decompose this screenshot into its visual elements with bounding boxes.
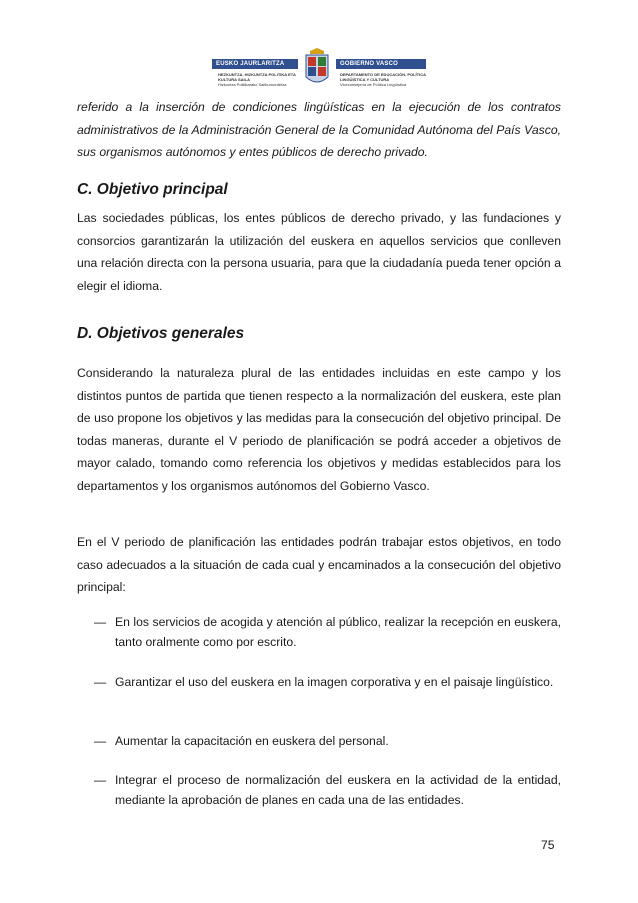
section-d-paragraph-1: Considerando la naturaleza plural de las entidades incluidas en este campo y los distintos puntos de partida que tienen respecto a la normalización del euskera, este plan de uso propone los objetivos y las medidas para la consecución del objetivo principal. De todas maneras, durante el V periodo de planificación se podrá acceder a objetivos de mayor calado, tomando como referencia los objetivos y medidas establecidos para los departamentos y los organismos autónomos del Gobierno Vasco. (77, 366, 561, 493)
section-d-body2-block (77, 531, 561, 599)
intro-paragraph: referido a la inserción de condiciones lingüísticas en la ejecución de los contratos administrativos de la Administración General de la Comunidad Autónoma del País Vasco, sus organismos autónomos y entes públicos de derecho privado. (77, 100, 561, 160)
bullet-text: Integrar el proceso de normalización del euskera en la actividad de la entidad, mediante la aprobación de planes en cada una de las entidades. (115, 773, 561, 807)
section-c-heading: C. Objetivo principal (77, 181, 228, 198)
bullet-text: Garantizar el uso del euskera en la imagen corporativa y en el paisaje lingüístico. (115, 675, 554, 689)
dash-marker: — (94, 734, 107, 748)
bullet-text: En los servicios de acogida y atención al público, realizar la recepción en euskera, tanto oralmente como por escrito. (115, 615, 561, 649)
logo-right-subtitle: DEPARTAMENTO DE EDUCACIÓN, POLÍTICA LINGÜÍSTICA Y CULTURA Viceconsejería de Política Lingüística (340, 72, 426, 87)
bullet-text: Aumentar la capacitación en euskera del personal. (115, 734, 389, 748)
logo-left-subtitle: HEZKUNTZA, HIZKUNTZA POLITIKA ETA KULTURA SAILA Hizkuntza Politikarako Sailburuordetza (218, 72, 296, 87)
logo-right-title: GOBIERNO VASCO (336, 59, 426, 69)
dash-marker: — (94, 773, 107, 787)
coat-of-arms-icon (302, 47, 332, 95)
intro-paragraph-block (77, 96, 561, 164)
dash-marker: — (94, 675, 107, 689)
section-c-paragraph: Las sociedades públicas, los entes públicos de derecho privado, y las fundaciones y consorcios garantizarán la utilización del euskera en aquellos servicios que conlleven una relación directa con la persona usuaria, para que la ciudadanía pueda tener opción a elegir el idioma. (77, 211, 561, 293)
bullet-item (94, 612, 561, 652)
section-d-paragraph-2: En el V periodo de planificación las entidades podrán trabajar estos objetivos, en todo caso adecuados a la situación de cada cual y encaminados a la consecución del objetivo principal: (77, 535, 561, 595)
bullet-item (94, 770, 561, 810)
page-number: 75 (541, 838, 555, 852)
government-logo (212, 47, 426, 95)
bullet-item (94, 672, 561, 692)
section-d-heading: D. Objetivos generales (77, 325, 245, 342)
logo-left-title: EUSKO JAURLARITZA (212, 59, 298, 69)
section-d-body1-block (77, 362, 561, 498)
section-c-body-block (77, 207, 561, 297)
dash-marker: — (94, 615, 107, 629)
bullet-item (94, 731, 561, 751)
